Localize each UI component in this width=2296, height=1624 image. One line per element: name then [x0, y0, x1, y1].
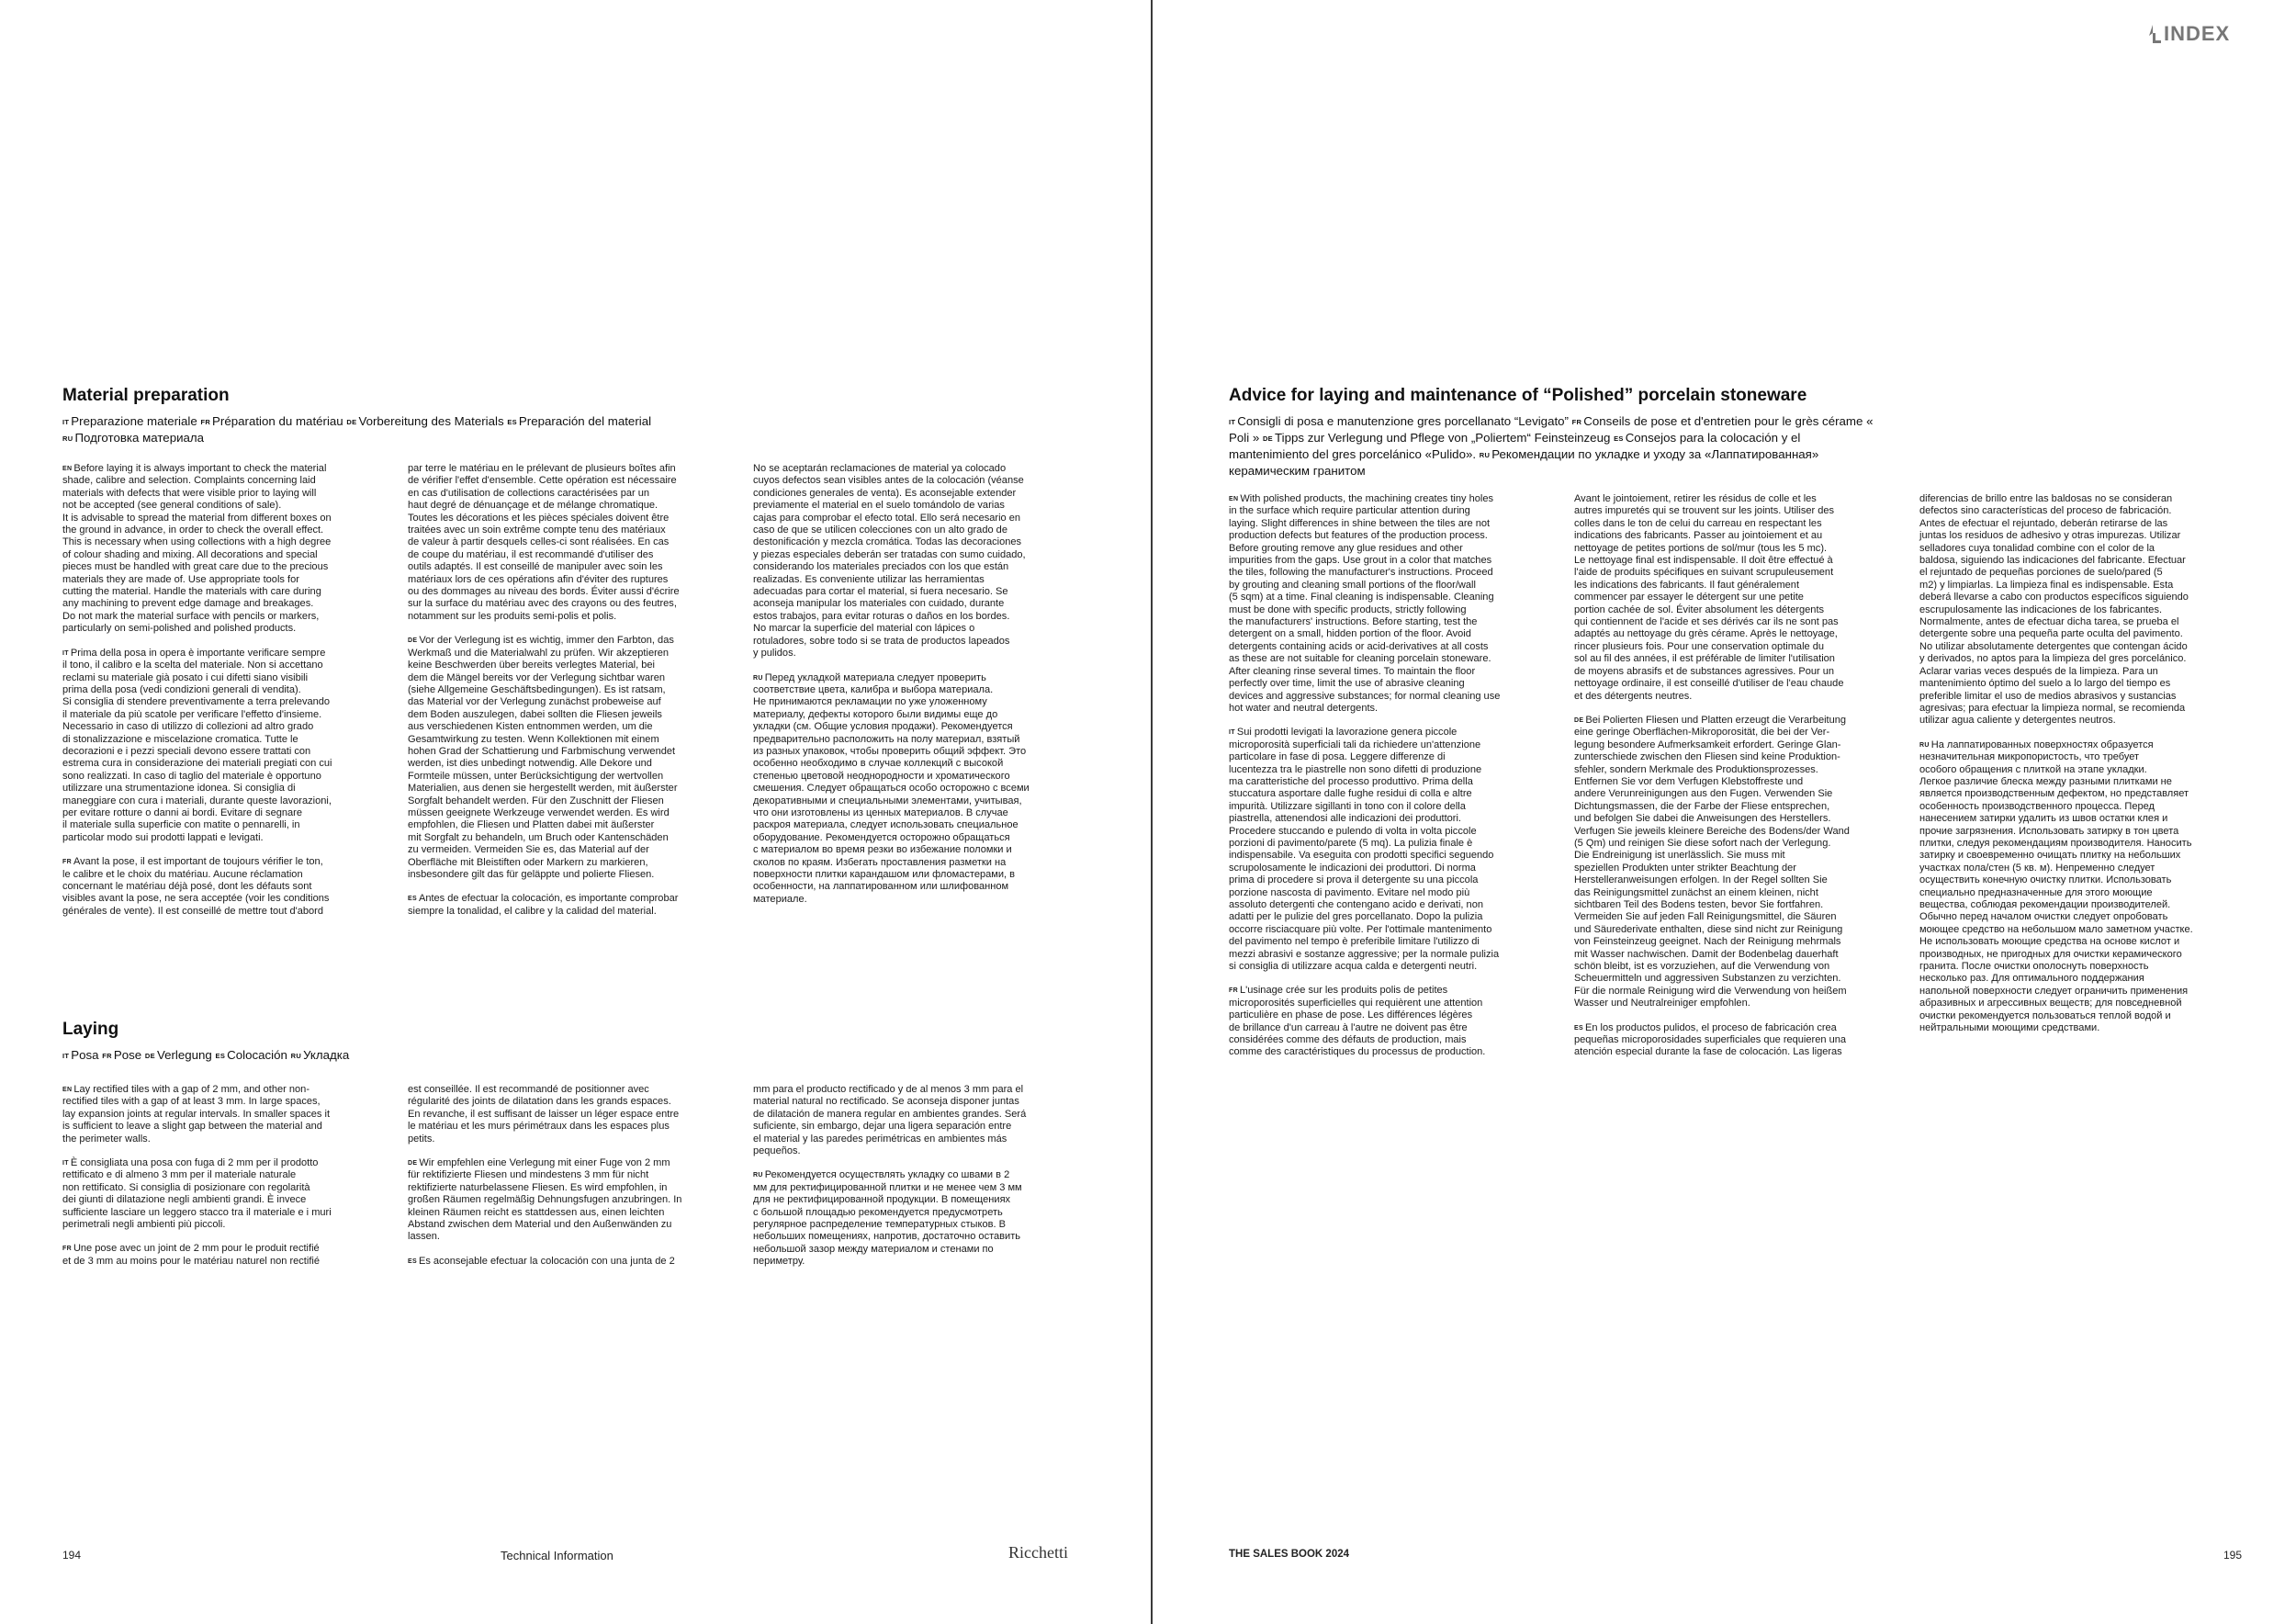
language-tag: FR: [1571, 418, 1582, 426]
right-page-number: 195: [2223, 1549, 2243, 1562]
subtitle-text: Vorbereitung des Materials: [358, 414, 508, 428]
paragraph: [62, 856, 388, 918]
polished-col-3: [1919, 493, 2250, 1046]
paragraph-text: par terre le matériau en le prélevant de plusieurs boîtes afin de vérifier l'effet d'ensemble. Cette opération est nécessaire en cas d'utilisation de collections caractérisées par un haut degré de dénuançage et de mélange chromatique. Toutes les décorations et les pièces spéciales doivent être traitées avec un soin extrême compte tenu des matériaux de valeur à partir desquels celles-ci sont réalisées. En cas de coupe du matériau, il est recommandé d'utiliser des outils adaptés. Il est conseillé de manipuler avec soin les matériaux lors de ces opérations afin d'éviter des ruptures ou des dommages au niveau des bords. Éviter aussi d'écrire sur la surface du matériau avec des crayons ou des feutres, notamment sur les produits semi-polis et polis.: [408, 463, 680, 622]
book-title: THE SALES BOOK 2024: [1229, 1549, 1350, 1560]
laying-col-2: [408, 1084, 734, 1280]
paragraph-text: Перед укладкой материала следует проверить соответствие цвета, калибра и выбора материала. Не принимаются рекламации по уже уложенному материалу, дефекты которого были видимы еще до укладки (см. Общие условия продажи). Рекомендуется предварительно расположить на полу материал, взятый из разных упаковок, чтобы проверить общий эффект. Это особенно необходимо в случае коллекций с высокой степенью цветовой неоднородности и хроматического смешения. Следует обращаться особо осторожно с всеми декоративными и специальными элементами, учитывая, что они изготовлены из ценных материалов. В случае раскроя материала, следует использовать специальное оборудование. Рекомендуется осторожно обращаться с материалом во время резки во избежание поломки и сколов по краям. Избегать проставления разметки на поверхности плитки карандашом или фломастерами, в особенности, на лаппатированном или шлифованном материале.: [753, 671, 1030, 905]
subtitle-text: Tipps zur Verlegung und Pflege von „Poliertem“ Feinsteinzeug: [1275, 431, 1615, 445]
paragraph: [62, 463, 388, 636]
paragraph-text: Avant la pose, il est important de toujours vérifier le ton, le calibre et le choix du matériau. Aucune réclamation concernant le matériau déjà posé, dont les défauts sont visibles avant la pose, ne sera acceptée (voir les conditions générales de vente). Il est conseillé de mettre tout d'abord: [62, 856, 330, 917]
language-tag: IT: [62, 649, 69, 657]
paragraph-text: diferencias de brillo entre las baldosas no se consideran defectos sino características del proceso de fabricación. Antes de efectuar el rejuntado, deberán retirarse de las juntas los residuos de adhesivo y otras impurezas. Utilizar selladores cuya tonalidad combine con el color de la baldosa, siguiendo las indicaciones del fabricante. Efectuar el rejuntado de pequeñas porciones de suelo/pared (5 m2) y limpiarlas. La limpieza final es indispensable. Esta deberá llevarse a cabo con productos específicos siguiendo escrupulosamente las indicaciones de los fabricantes. Normalmente, antes de efectuar dicha tarea, se prueba el detergente sobre una pequeña parte oculta del pavimento. No utilizar absolutamente detergentes que contengan ácido y derivados, no aptos para la limpieza del gres porcelánico. Aclarar varias veces después de la limpieza. Para un mantenimiento óptimo del suelo a lo largo del tiempo es preferible limitar el uso de medios abrasivos y sustancias agresivas; para efectuar la limpieza normal, se recomienda utilizar agua caliente y detergentes neutros.: [1919, 493, 2189, 727]
subtitle-text: Verlegung: [156, 1048, 216, 1062]
paragraph-text: Une pose avec un joint de 2 mm pour le produit rectifié et de 3 mm au moins pour le matériau naturel non rectifié: [62, 1243, 320, 1267]
subtitle-text: Consigli di posa e manutenzione gres porcellanato “Levigato”: [1237, 414, 1572, 428]
paragraph-text: est conseillée. Il est recommandé de positionner avec régularité des joints de dilatation dans les grands espaces. En revanche, il est suffisant de laisser un léger espace entre le matériau et les murs périmétraux dans les espaces plus petits.: [408, 1084, 680, 1145]
language-tag: DE: [408, 1160, 418, 1167]
polished-subtitle: [1229, 413, 1881, 479]
language-tag: IT: [1229, 729, 1235, 737]
brand-logo: Ricchetti: [1008, 1543, 1068, 1562]
paragraph-text: Avant le jointoiement, retirer les résidus de colle et les autres impuretés qui se trouvent sur les joints. Utiliser des colles dans le ton de celui du carreau en respectant les indications des fabricants. Passer au jointoiement et au nettoyage de petites portions de sol/mur (tous les 5 mc). Le nettoyage final est indispensable. Il doit être effectué à l'aide de produits spécifiques en suivant scrupuleusement les indications des fabricants. Il faut généralement commencer par essayer le détergent sur une petite portion cachée de sol. Éviter absolument les détergents qui contiennent de l'acide et ses dérivés car ils ne sont pas adaptés au nettoyage du grès cérame. Après le nettoyage, rincer plusieurs fois. Pour une conservation optimale du sol au fil des années, il est préférable de limiter l'utilisation de moyens abrasifs et de substances agressives. Pour un nettoyage ordinaire, il est conseillé d'utiliser de l'eau chaude et des détergents neutres.: [1574, 493, 1844, 702]
language-tag: FR: [62, 1246, 72, 1253]
paragraph-text: È consigliata una posa con fuga di 2 mm per il prodotto rettificato e di almeno 3 mm per il materiale naturale non rettificato. Si consiglia di posizionare con regolarità dei giunti di dilatazione negli ambienti grandi. È invece sufficiente lasciare un leggero stacco tra il materiale e i muri perimetrali negli ambienti più piccoli.: [62, 1157, 332, 1231]
laying-col-3: [753, 1084, 1079, 1280]
language-tag: RU: [290, 1052, 302, 1060]
laying-title: Laying: [62, 1020, 119, 1039]
language-tag: DE: [1262, 434, 1273, 443]
language-tag: ES: [1574, 1024, 1583, 1032]
section-label: Technical Information: [501, 1549, 613, 1562]
subtitle-text: Conseils de pose et d'entretien pour le grès cérame « Poli »: [1229, 414, 1874, 445]
paragraph: [753, 1084, 1079, 1157]
subtitle-text: Posa: [71, 1048, 103, 1062]
paragraph: [753, 463, 1079, 660]
paragraph-text: Prima della posa in opera è importante verificare sempre il tono, il calibro e la scelta del materiale. Non si accettano reclami su materiale già posato i cui difetti siano visibili prima della posa (vedi condizioni generali di vendita). Si consiglia di stendere preventivamente a terra prelevando il materiale da più scatole per verificare l'effetto d'insieme. Necessario in caso di utilizzo di collezioni ad altro grado di stonalizzazione e miscelazione cromatica. Tutte le decorazioni e i pezzi speciali devono essere trattati con estrema cura in considerazione dei materiali pregiati con cui sono realizzati. In caso di taglio del materiale è opportuno utilizzare una strumentazione idonea. Si consiglia di maneggiare con cura i materiali, durante queste lavorazioni, per evitare rotture o danni ai bordi. Evitare di segnare il materiale sulla superficie con matite o pennarelli, in particolar modo sui prodotti lappati e levigati.: [62, 647, 332, 843]
subtitle-text: Preparazione materiale: [71, 414, 201, 428]
paragraph: [753, 672, 1079, 907]
paragraph: [1919, 493, 2250, 727]
paragraph-text: L'usinage crée sur les produits polis de petites microporosités superficielles qui requièrent une attention particulière en phase de pose. Les différences légères de brillance d'un carreau à l'autre ne doivent pas être considérées comme des défauts de production, mais comme des caractéristiques du processus de production.: [1229, 985, 1486, 1058]
paragraph: [62, 1084, 388, 1145]
paragraph-text: Рекомендуется осуществлять укладку со швами в 2 мм для ректифицированной плитки и не менее чем 3 мм для не ректифицированной продукции. В помещениях с большой площадью рекомендуется предусмотреть регулярное распределение температурных стыков. В небольших помещениях, напротив, достаточно оставить небольшой зазор между материалом и стенами по периметру.: [753, 1169, 1022, 1268]
language-tag: FR: [1229, 987, 1238, 995]
index-label: INDEX: [2164, 22, 2231, 45]
language-tag: ES: [408, 896, 417, 903]
paragraph-text: Es aconsejable efectuar la colocación con una junta de 2: [418, 1255, 675, 1267]
language-tag: ES: [215, 1052, 226, 1060]
language-tag: DE: [144, 1052, 155, 1060]
paragraph: [408, 1256, 734, 1268]
language-tag: FR: [200, 418, 211, 426]
material-title: Material preparation: [62, 386, 230, 405]
paragraph: [408, 893, 734, 918]
paragraph-text: With polished products, the machining creates tiny holes in the surface which require particular attention during laying. Slight differences in shine between the tiles are not production defects but features of the production process. Before grouting remove any glue residues and other impurities from the gaps. Use grout in a color that matches the tiles, following the manufacturer's instructions. Proceed by grouting and cleaning small portions of the floor/wall (5 sqm) at a time. Final cleaning is indispensable. Cleaning must be done with specific products, strictly following the manufacturers' instructions. Before starting, test the detergent on a small, hidden portion of the floor. Avoid detergents containing acids or acid-derivatives at all costs as these are not suitable for cleaning porcelain stoneware. After cleaning rinse several times. To maintain the floor perfectly over time, limit the use of abrasive cleaning devices and aggressive substances; for normal cleaning use hot water and neutral detergents.: [1229, 493, 1501, 714]
paragraph-text: Bei Polierten Fliesen und Platten erzeugt die Verarbeitung eine geringe Oberflächen-Mikroporosität, die bei der Ver- legung besondere Aufmerksamkeit erfordert. Geringe Glan- zunterschiede zwischen den Fliesen sind keine Produktion- sfehler, sondern Merkmale des Produktionsprozesses. Entfernen Sie vor dem Verfugen Klebstoffreste und andere Verunreinigungen aus den Fugen. Verwenden Sie Dichtungsmassen, die der Farbe der Fliese entsprechen, und befolgen Sie dabei die Anweisungen des Herstellers. Verfugen Sie jeweils kleinere Bereiche des Bodens/der Wand (5 Qm) und reinigen Sie diese sofort nach der Verlegung. Die Endreinigung ist unerlässlich. Sie muss mit speziellen Produkten unter strikter Beachtung der Herstelleranweisungen erfolgen. In der Regel sollten Sie das Reinigungsmittel zunächst an einem kleinen, nicht sichtbaren Teil des Bodens testen, bevor Sie fortfahren. Vermeiden Sie auf jeden Fall Reinigungsmittel, die Säuren und Säurederivate enthalten, diese sind nicht zur Reinigung von Feinsteinzeug geeignet. Nach der Reinigung mehrmals mit Wasser nachwischen. Damit der Bodenbelag dauerhaft schön bleibt, ist es vorzuziehen, auf die Verwendung von Scheuermitteln und aggressiven Substanzen zu verzichten. Für die normale Reinigung wird die Verwendung von heißem Wasser und Neutralreiniger empfohlen.: [1574, 714, 1850, 1009]
paragraph: [62, 648, 388, 845]
paragraph: [62, 1243, 388, 1268]
language-tag: RU: [1919, 741, 1930, 749]
language-tag: IT: [62, 1052, 70, 1060]
paragraph: [1229, 727, 1555, 973]
language-tag: EN: [62, 466, 73, 472]
page-divider: [1151, 0, 1153, 1624]
left-page-number: 194: [62, 1549, 82, 1562]
paragraph: [408, 463, 734, 623]
material-col-2: [408, 463, 734, 930]
paragraph: [1574, 493, 1900, 703]
language-tag: DE: [408, 637, 418, 645]
material-col-1: [62, 463, 388, 930]
polished-title: Advice for laying and maintenance of “Polished” porcelain stoneware: [1229, 386, 1807, 405]
language-tag: ES: [1614, 434, 1624, 443]
subtitle-text: Colocación: [227, 1048, 291, 1062]
paragraph: [62, 1157, 388, 1231]
language-tag: IT: [62, 1160, 69, 1167]
paragraph: [408, 635, 734, 881]
paragraph-text: Before laying it is always important to check the material shade, calibre and selection. Complaints concerning laid materials with defects that were visible prior to laying will not be accepted (see general conditions of sale). It is advisable to spread the material from different boxes on the ground in advance, in order to check the overall effect. This is necessary when using collections with a high degree of colour shading and mixing. All decorations and special pieces must be handled with great care due to the precious materials they are made of. Use appropriate tools for cutting the material. Handle the materials with care during any machining to prevent edge damage and breakages. Do not mark the material surface with pencils or markers, particularly on semi-polished and polished products.: [62, 463, 332, 635]
paragraph-text: Lay rectified tiles with a gap of 2 mm, and other non- rectified tiles with a gap of at least 3 mm. In large spaces, lay expansion joints at regular intervals. In smaller spaces it is sufficient to leave a slight gap between the material and the perimeter walls.: [62, 1084, 331, 1145]
subtitle-text: Pose: [113, 1048, 145, 1062]
language-tag: RU: [753, 674, 763, 682]
paragraph: [753, 1169, 1079, 1268]
laying-col-1: [62, 1084, 388, 1280]
language-tag: IT: [62, 418, 70, 426]
material-subtitle: [62, 413, 687, 446]
language-tag: ES: [408, 1257, 417, 1265]
paragraph: [1919, 739, 2250, 1035]
paragraph: [1574, 1022, 1900, 1059]
subtitle-text: Consejos para la colocación y el mantenimiento del gres porcelánico «Pulido».: [1229, 431, 1801, 461]
paragraph: [408, 1157, 734, 1244]
paragraph-text: No se aceptarán reclamaciones de material ya colocado cuyos defectos sean visibles antes de la colocación (véanse condiciones generales de venta). Es aconsejable extender previamente el material en el suelo tomándolo de varias cajas para comprobar el efecto total. Ello será necesario en caso de que se utilicen colecciones con un alto grado de destonificación y mezcla cromática. Todas las decoraciones y piezas especiales deberán ser tratadas con sumo cuidado, considerando los materiales preciados con los que están realizadas. Es conveniente utilizar las herramientas adecuadas para cortar el material, si fuera necesario. Se aconseja manipular los materiales con cuidado, durante estos trabajos, para evitar roturas o daños en los bordes. No marcar la superficie del material con lápices o rotuladores, sobre todo si se trata de productos lapeados y pulidos.: [753, 463, 1026, 660]
paragraph: [1574, 715, 1900, 1010]
polished-col-1: [1229, 493, 1555, 1071]
language-tag: RU: [1479, 451, 1491, 459]
paragraph-text: En los productos pulidos, el proceso de fabricación crea pequeñas microporosidades superficiales que requieren una atención especial durante la fase de colocación. Las ligeras: [1574, 1021, 1847, 1058]
paragraph-text: На лаппатированных поверхностях образуется незначительная микропористость, что требует особого обращения с плиткой на этапе укладки. Легкое различие блеска между разными плитками не является производственным дефектом, но представляет особенность производственного процесса. Перед нанесением затирки удалить из швов остатки клея и прочие загрязнения. Использовать затирку в тон цвета плитки, следуя рекомендациям производителя. Наносить затирку и своевременно очищать плитку на небольших участках пола/стен (5 кв. м). Непременно следует осуществить конечную очистку плитки. Использовать специально предназначенные для этого моющие вещества, соблюдая рекомендации производителей. Обычно перед началом очистки следует опробовать моющее средство на небольшом мало заметном участке. Не использовать моющие средства на основе кислот и производных, не пригодных для очистки керамического гранита. После очистки ополоснуть поверхность несколько раз. Для оптимального поддержания напольной поверхности следует ограничить применения абразивных и агрессивных веществ; для повседневной очистки рекомендуется пользоваться теплой водой и нейтральными моющими средствами.: [1919, 739, 2193, 1034]
paragraph-text: Sui prodotti levigati la lavorazione genera piccole microporosità superficiali tali da richiedere un'attenzione particolare in fase di posa. Leggere differenze di lucentezza tra le piastrelle non sono difetti di produzione ma caratteristiche del processo produttivo. Prima della stuccatura asportare dalle fughe residui di colla e altre impurità. Utilizzare sigillanti in tono con il colore della piastrella, attenendosi alle indicazioni dei produttori. Procedere stuccando e pulendo di volta in volta piccole porzioni di pavimento/parete (5 mq). La pulizia finale è indispensabile. Va eseguita con prodotti specifici seguendo scrupolosamente le indicazioni dei produttori. Di norma prima di procedere si prova il detergente su una piccola porzione nascosta di pavimento. Evitare nel modo più assoluto detergenti che contengano acido e derivati, non adatti per le pulizie del gres porcellanato. Dopo la pulizia occorre risciacquare più volte. Per l'ottimale mantenimento del pavimento nel tempo è preferibile limitare l'utilizzo di mezzi abrasivi e sostanze aggressive; per la normale pulizia si consiglia di utilizzare acqua calda e detergenti neutri.: [1229, 727, 1500, 973]
language-tag: FR: [102, 1052, 112, 1060]
paragraph: [1229, 985, 1555, 1058]
language-tag: ES: [507, 418, 517, 426]
paragraph-text: mm para el producto rectificado y de al menos 3 mm para el material natural no rectificado. Se aconseja disponer juntas de dilatación de manera regular en ambientes grandes. Será suficiente, sin embargo, dejar una ligera separación entre el material y las paredes perimétricas en ambientes más pequeños.: [753, 1084, 1027, 1157]
language-tag: RU: [753, 1172, 763, 1179]
subtitle-text: Укладка: [303, 1048, 350, 1062]
subtitle-text: Подготовка материала: [74, 431, 205, 445]
language-tag: FR: [62, 859, 72, 866]
paragraph-text: Wir empfehlen eine Verlegung mit einer Fuge von 2 mm für rektifizierte Fliesen und mindestens 3 mm für nicht rektifizierte naturbelassene Fliesen. Es wird empfohlen, in großen Räumen regelmäßig Dehnungsfugen anzubringen. In kleinen Räumen reicht es stattdessen aus, einen leichten Abstand zwischen dem Material und den Außenwänden zu lassen.: [408, 1157, 682, 1243]
material-col-3: [753, 463, 1079, 918]
laying-subtitle: [62, 1047, 687, 1064]
language-tag: EN: [1229, 496, 1239, 502]
paragraph: [408, 1084, 734, 1145]
subtitle-text: Preparación del material: [518, 414, 652, 428]
language-tag: RU: [62, 434, 73, 443]
paragraph: [1229, 493, 1555, 715]
language-tag: DE: [346, 418, 357, 426]
subtitle-text: Préparation du matériau: [212, 414, 347, 428]
language-tag: DE: [1574, 716, 1584, 724]
polished-col-2: [1574, 493, 1900, 1071]
index-icon: [2145, 24, 2162, 44]
subtitle-text: Рекомендации по укладке и уходу за «Лаппатированная» керамическим гранитом: [1229, 447, 1819, 478]
paragraph-text: Antes de efectuar la colocación, es importante comprobar siempre la tonalidad, el calibre y la calidad del material.: [408, 893, 679, 917]
language-tag: EN: [62, 1087, 73, 1093]
index-link[interactable]: [2145, 22, 2230, 46]
language-tag: IT: [1229, 418, 1236, 426]
paragraph-text: Vor der Verlegung ist es wichtig, immer den Farbton, das Werkmaß und die Materialwahl zu prüfen. Wir akzeptieren keine Beschwerden über bereits verlegtes Material, bei dem die Mängel bereits vor der Verlegung sichtbar waren (siehe Allgemeine Geschäftsbedingungen). Es ist ratsam, das Material vor der Verlegung zunächst probeweise auf dem Boden auszulegen, dabei sollten die Fliesen jeweils aus verschiedenen Kisten entnommen werden, um die Gesamtwirkung zu testen. Wenn Kollektionen mit einem hohen Grad der Schattierung und Farbmischung verwendet werden, ist dies unbedingt notwendig. Alle Dekore und Formteile müssen, unter Berücksichtigung der wertvollen Materialien, aus denen sie hergestellt werden, mit äußerster Sorgfalt behandelt werden. Für den Zuschnitt der Fliesen müssen geeignete Werkzeuge verwendet werden. Es wird empfohlen, die Fliesen und Platten dabei mit äußerster mit Sorgfalt zu behandeln, um Bruch oder Kantenschäden zu vermeiden. Vermeiden Sie es, das Material auf der Oberfläche mit Bleistiften oder Markern zu markieren, insbesondere gilt das für geläppte und polierte Fliesen.: [408, 635, 678, 880]
